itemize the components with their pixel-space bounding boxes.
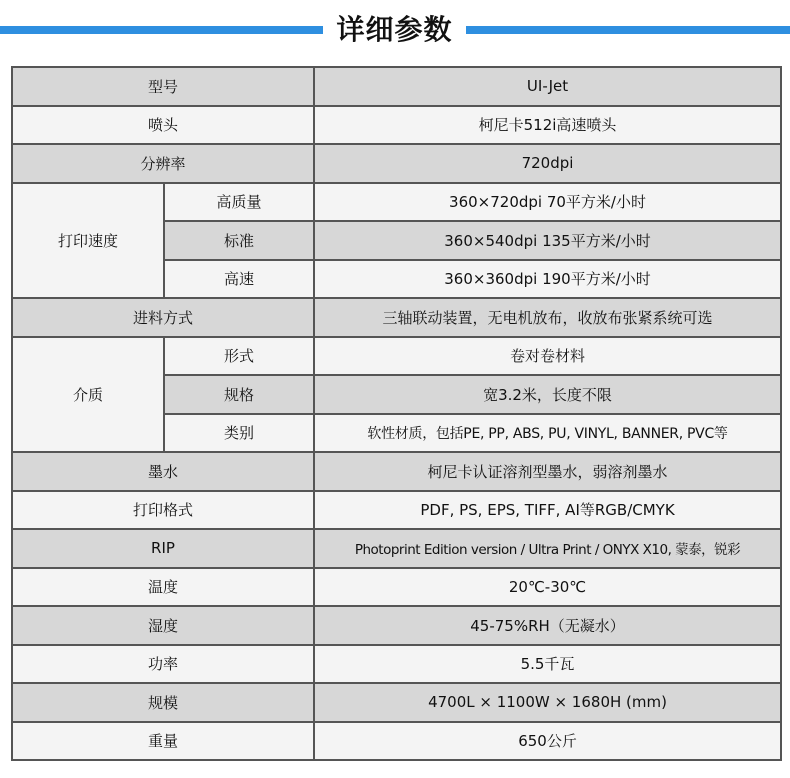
row-value: PDF, PS, EPS, TIFF, AI等RGB/CMYK — [314, 491, 781, 530]
row-value: 360×360dpi 190平方米/小时 — [314, 260, 781, 299]
table-row — [12, 529, 781, 568]
sub-label: 标准 — [164, 221, 314, 260]
row-value: 卷对卷材料 — [314, 337, 781, 376]
header-right-bar — [466, 26, 790, 34]
row-value: 4700L × 1100W × 1680H (mm) — [314, 683, 781, 722]
table-row — [12, 491, 781, 530]
row-value: Photoprint Edition version / Ultra Print / ONYX X10, 蒙泰，锐彩 — [314, 529, 781, 568]
sub-label: 形式 — [164, 337, 314, 376]
table-row — [12, 568, 781, 607]
row-value: 360×540dpi 135平方米/小时 — [314, 221, 781, 260]
table-row — [12, 722, 781, 761]
row-value: 柯尼卡认证溶剂型墨水，弱溶剂墨水 — [314, 452, 781, 491]
row-label: 温度 — [12, 568, 314, 607]
table-row — [12, 298, 781, 337]
row-value: 三轴联动装置，无电机放布，收放布张紧系统可选 — [314, 298, 781, 337]
table-row — [12, 67, 781, 106]
row-label: 墨水 — [12, 452, 314, 491]
header-left-bar — [0, 26, 323, 34]
sub-label: 高速 — [164, 260, 314, 299]
table-row — [12, 337, 781, 376]
group-label: 打印速度 — [12, 183, 164, 299]
row-value: 360×720dpi 70平方米/小时 — [314, 183, 781, 222]
table-row — [12, 144, 781, 183]
row-value: 45-75%RH（无凝水） — [314, 606, 781, 645]
row-value: 20℃-30℃ — [314, 568, 781, 607]
row-label: 重量 — [12, 722, 314, 761]
row-value: 720dpi — [314, 144, 781, 183]
row-value: 650公斤 — [314, 722, 781, 761]
row-label: RIP — [12, 529, 314, 568]
row-label: 分辨率 — [12, 144, 314, 183]
table-row — [12, 452, 781, 491]
spec-table — [11, 66, 782, 761]
sub-label: 高质量 — [164, 183, 314, 222]
row-label: 功率 — [12, 645, 314, 684]
row-label: 进料方式 — [12, 298, 314, 337]
row-label: 型号 — [12, 67, 314, 106]
row-label: 湿度 — [12, 606, 314, 645]
row-label: 规模 — [12, 683, 314, 722]
row-value: UI-Jet — [314, 67, 781, 106]
row-label: 喷头 — [12, 106, 314, 145]
row-value: 5.5千瓦 — [314, 645, 781, 684]
row-value: 柯尼卡512i高速喷头 — [314, 106, 781, 145]
table-row — [12, 106, 781, 145]
section-header — [0, 0, 790, 62]
table-row — [12, 645, 781, 684]
sub-label: 规格 — [164, 375, 314, 414]
group-label: 介质 — [12, 337, 164, 453]
row-label: 打印格式 — [12, 491, 314, 530]
sub-label: 类别 — [164, 414, 314, 453]
page-title: 详细参数 — [336, 13, 453, 46]
row-value: 宽3.2米，长度不限 — [314, 375, 781, 414]
table-row — [12, 183, 781, 222]
row-value: 软性材质，包括PE, PP, ABS, PU, VINYL, BANNER, PVC等 — [314, 414, 781, 453]
table-row — [12, 683, 781, 722]
table-row — [12, 606, 781, 645]
